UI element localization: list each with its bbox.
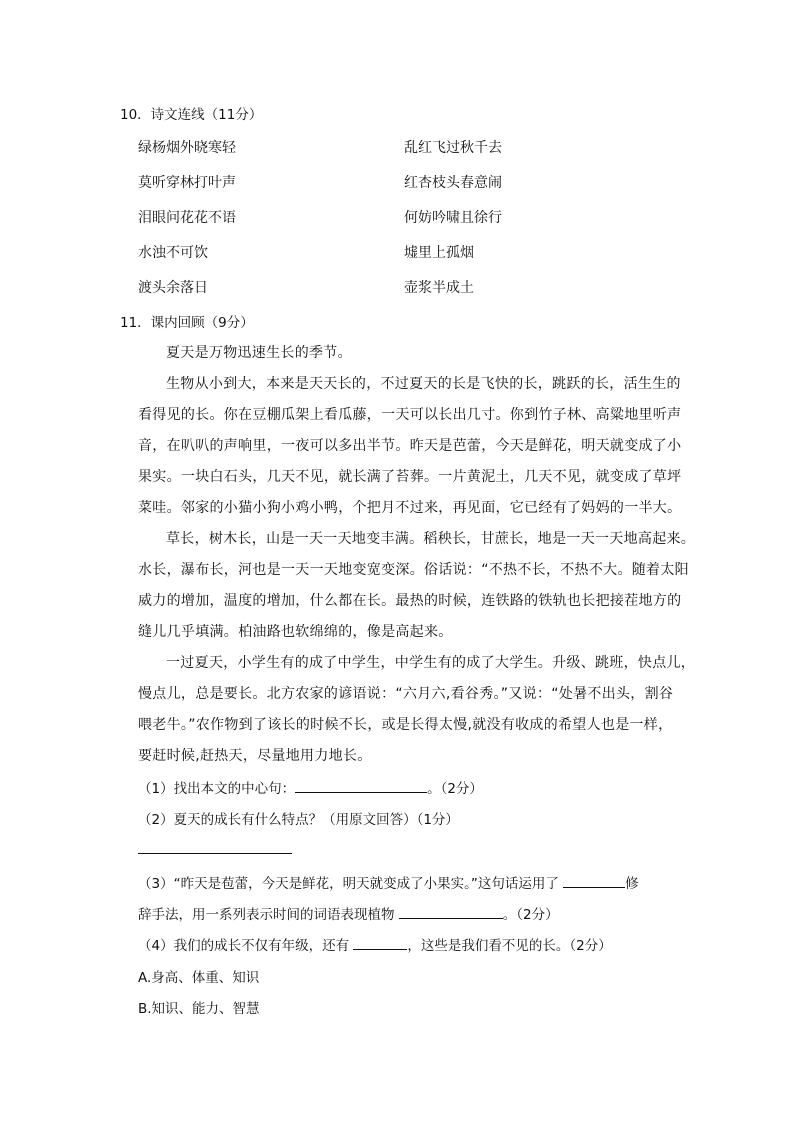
q10-left-item[interactable]: 水浊不可饮	[138, 245, 208, 261]
q10-right-item[interactable]: 墟里上孤烟	[404, 245, 474, 261]
sub1-answer-blank[interactable]	[295, 780, 427, 793]
passage-line: 果实。一块白石头，几天不见，就长满了苔葬。一片黄泥土，几天不见，就变成了草坪	[138, 469, 682, 485]
sub-question-3-line2	[138, 903, 559, 923]
sub-question-3-line1	[138, 872, 639, 892]
q10-left-item[interactable]: 绿杨烟外晓寒轻	[138, 140, 236, 156]
passage-line: 音，在叭叭的声响里，一夜可以多出半节。昨天是芭蕾，今天是鲜花，明天就变成了小	[138, 438, 682, 454]
q10-title: 10．诗文连线（11分）	[120, 107, 263, 123]
sub-question-2: （2）夏天的成长有什么特点？（用原文回答）（1分）	[138, 812, 459, 828]
passage-line: 慢点儿，总是要长。北方农家的谚语说：“六月六,看谷秀。”又说：“处暑不出头，割谷	[138, 686, 674, 702]
passage-line: 草长，树木长，山是一天一天地变丰满。稻秧长，甘蔗长，地是一天一天地高起来。	[166, 531, 696, 547]
sub3-prompt: （3）“昨天是苞蕾，今天是鲜花，明天就变成了小果实。”这句话运用了	[138, 876, 564, 892]
sub2-answer-line[interactable]	[138, 853, 292, 854]
sub3-time-words-blank[interactable]	[399, 906, 503, 919]
sub-question-4	[138, 934, 612, 954]
passage-line: 一过夏天，小学生有的成了中学生，中学生有的成了大学生。升级、跳班，快点儿，	[166, 655, 696, 671]
passage-line: 喂老牛。”农作物到了该长的时候不长，或是长得太慢,就没有收成的希望人也是一样，	[138, 717, 673, 733]
q10-left-item[interactable]: 莫听穿林打叶声	[138, 175, 236, 191]
sub4-points: ，这些是我们看不见的长。（2分）	[407, 938, 612, 954]
sub3-points: 。（2分）	[502, 907, 559, 923]
sub3-rhetoric-blank[interactable]	[563, 875, 625, 888]
passage-line: 威力的增加，温度的增加，什么都在长。最热的时候，连铁路的铁轨也长把接茬地方的	[138, 593, 682, 609]
q10-left-item[interactable]: 泪眼问花花不语	[138, 210, 236, 226]
sub4-prompt: （4）我们的成长不仅有年级，还有	[138, 938, 354, 954]
option-a[interactable]: A.身高、体重、知识	[138, 970, 260, 986]
q10-right-item[interactable]: 壶浆半成土	[404, 280, 474, 296]
sub3-prompt-cont: 辞手法，用一系列表示时间的词语表现植物	[138, 907, 399, 923]
passage-line: 菜哇。邻家的小猫小狗小鸡小鸭，个把月不过来，再见面，它已经有了妈妈的一半大。	[138, 500, 682, 516]
option-b[interactable]: B.知识、能力、智慧	[138, 1001, 260, 1017]
sub3-continuation: 修	[625, 876, 639, 892]
passage-line: 要赶时候,赶热天，尽量地用力地长。	[138, 748, 372, 764]
sub1-prompt: （1）找出本文的中心句：	[138, 781, 296, 797]
passage-line: 缝儿几乎填满。柏油路也软绵绵的，像是高起来。	[138, 624, 453, 640]
passage-line: 水长，瀑布长，河也是一天一天地变宽变深。俗话说：“不热不长，不热不大。随着太阳	[138, 562, 689, 578]
q10-right-item[interactable]: 红杏枝头春意闹	[404, 175, 502, 191]
passage-line: 生物从小到大，本来是天天长的，不过夏天的长是飞快的长，跳跃的长，活生生的	[166, 376, 681, 392]
q10-right-item[interactable]: 何妨吟啸且徐行	[404, 210, 502, 226]
q11-title: 11．课内回顾（9分）	[120, 315, 254, 331]
sub1-points: 。（2分）	[427, 781, 483, 797]
passage-line: 夏天是万物迅速生长的季节。	[166, 345, 352, 361]
sub4-answer-blank[interactable]	[353, 937, 407, 950]
sub-question-1	[138, 777, 483, 797]
passage-line: 看得见的长。你在豆棚瓜架上看瓜藤，一天可以长出几寸。你到竹子林、高粱地里听声	[138, 407, 682, 423]
q10-right-item[interactable]: 乱红飞过秋千去	[404, 140, 502, 156]
q10-left-item[interactable]: 渡头余落日	[138, 280, 208, 296]
